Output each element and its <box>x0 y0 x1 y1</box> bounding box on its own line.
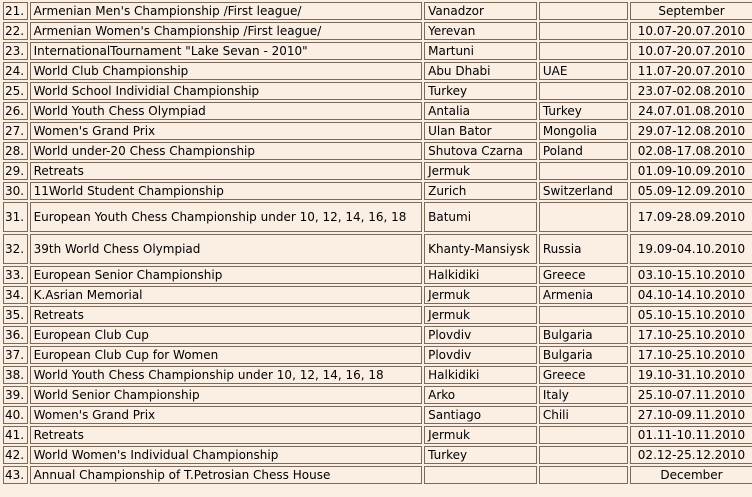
city-cell: Jermuk <box>424 306 537 324</box>
date-cell: 03.10-15.10.2010 <box>630 266 752 284</box>
date-cell: 04.10-14.10.2010 <box>630 286 752 304</box>
date-cell: 29.07-12.08.2010 <box>630 122 752 140</box>
table-row <box>3 446 752 464</box>
table-row <box>3 386 752 404</box>
city-cell: Khanty-Mansiysk <box>424 234 537 264</box>
country-cell: Bulgaria <box>539 326 628 344</box>
date-cell: 24.07.01.08.2010 <box>630 102 752 120</box>
city-cell: Arko <box>424 386 537 404</box>
country-cell: Greece <box>539 266 628 284</box>
city-cell <box>424 466 537 484</box>
table-row <box>3 326 752 344</box>
city-cell: Jermuk <box>424 286 537 304</box>
country-cell: Italy <box>539 386 628 404</box>
country-cell <box>539 82 628 100</box>
country-cell: Greece <box>539 366 628 384</box>
table-row <box>3 286 752 304</box>
date-cell: 17.10-25.10.2010 <box>630 326 752 344</box>
date-cell: 10.07-20.07.2010 <box>630 22 752 40</box>
city-cell: Plovdiv <box>424 346 537 364</box>
table-row <box>3 142 752 160</box>
date-cell: December <box>630 466 752 484</box>
event-name-cell: World Women's Individual Championship <box>30 446 423 464</box>
table-row <box>3 102 752 120</box>
date-cell: 01.09-10.09.2010 <box>630 162 752 180</box>
event-name-cell: World School Individial Championship <box>30 82 423 100</box>
table-row <box>3 346 752 364</box>
row-number-cell: 24. <box>3 62 28 80</box>
city-cell: Yerevan <box>424 22 537 40</box>
table-row <box>3 182 752 200</box>
table-row <box>3 62 752 80</box>
city-cell: Shutova Czarna <box>424 142 537 160</box>
table-row <box>3 2 752 20</box>
event-name-cell: European Senior Championship <box>30 266 423 284</box>
schedule-table <box>1 0 752 486</box>
country-cell <box>539 202 628 232</box>
country-cell <box>539 306 628 324</box>
row-number-cell: 25. <box>3 82 28 100</box>
country-cell: Turkey <box>539 102 628 120</box>
city-cell: Jermuk <box>424 426 537 444</box>
row-number-cell: 37. <box>3 346 28 364</box>
event-name-cell: InternationalTournament "Lake Sevan - 2010" <box>30 42 423 60</box>
schedule-table-body <box>3 2 752 484</box>
city-cell: Abu Dhabi <box>424 62 537 80</box>
table-row <box>3 162 752 180</box>
table-row <box>3 366 752 384</box>
city-cell: Halkidiki <box>424 366 537 384</box>
country-cell <box>539 2 628 20</box>
table-row <box>3 22 752 40</box>
row-number-cell: 39. <box>3 386 28 404</box>
table-row <box>3 426 752 444</box>
city-cell: Halkidiki <box>424 266 537 284</box>
table-row <box>3 406 752 424</box>
event-name-cell: K.Asrian Memorial <box>30 286 423 304</box>
event-name-cell: World Club Championship <box>30 62 423 80</box>
event-name-cell: Armenian Men's Championship /First league/ <box>30 2 423 20</box>
row-number-cell: 41. <box>3 426 28 444</box>
table-row <box>3 234 752 264</box>
city-cell: Jermuk <box>424 162 537 180</box>
event-name-cell: World Youth Chess Championship under 10, 12, 14, 16, 18 <box>30 366 423 384</box>
date-cell: 01.11-10.11.2010 <box>630 426 752 444</box>
country-cell: Armenia <box>539 286 628 304</box>
city-cell: Antalia <box>424 102 537 120</box>
event-name-cell: Retreats <box>30 306 423 324</box>
row-number-cell: 38. <box>3 366 28 384</box>
country-cell: Chili <box>539 406 628 424</box>
date-cell: 10.07-20.07.2010 <box>630 42 752 60</box>
country-cell <box>539 162 628 180</box>
date-cell: September <box>630 2 752 20</box>
city-cell: Vanadzor <box>424 2 537 20</box>
row-number-cell: 36. <box>3 326 28 344</box>
country-cell: Poland <box>539 142 628 160</box>
country-cell <box>539 22 628 40</box>
event-name-cell: Women's Grand Prix <box>30 122 423 140</box>
table-row <box>3 202 752 232</box>
date-cell: 02.12-25.12.2010 <box>630 446 752 464</box>
city-cell: Martuni <box>424 42 537 60</box>
city-cell: Batumi <box>424 202 537 232</box>
row-number-cell: 26. <box>3 102 28 120</box>
row-number-cell: 28. <box>3 142 28 160</box>
date-cell: 17.09-28.09.2010 <box>630 202 752 232</box>
date-cell: 23.07-02.08.2010 <box>630 82 752 100</box>
country-cell: Switzerland <box>539 182 628 200</box>
table-row <box>3 466 752 484</box>
event-name-cell: Retreats <box>30 162 423 180</box>
event-name-cell: World Senior Championship <box>30 386 423 404</box>
date-cell: 25.10-07.11.2010 <box>630 386 752 404</box>
date-cell: 05.10-15.10.2010 <box>630 306 752 324</box>
city-cell: Santiago <box>424 406 537 424</box>
date-cell: 17.10-25.10.2010 <box>630 346 752 364</box>
date-cell: 05.09-12.09.2010 <box>630 182 752 200</box>
row-number-cell: 33. <box>3 266 28 284</box>
country-cell: Bulgaria <box>539 346 628 364</box>
row-number-cell: 40. <box>3 406 28 424</box>
date-cell: 27.10-09.11.2010 <box>630 406 752 424</box>
event-name-cell: Women's Grand Prix <box>30 406 423 424</box>
table-row <box>3 306 752 324</box>
event-name-cell: Retreats <box>30 426 423 444</box>
date-cell: 11.07-20.07.2010 <box>630 62 752 80</box>
row-number-cell: 43. <box>3 466 28 484</box>
table-row <box>3 266 752 284</box>
city-cell: Turkey <box>424 82 537 100</box>
event-name-cell: European Club Cup for Women <box>30 346 423 364</box>
country-cell <box>539 446 628 464</box>
table-row <box>3 42 752 60</box>
city-cell: Ulan Bator <box>424 122 537 140</box>
city-cell: Plovdiv <box>424 326 537 344</box>
event-name-cell: World Youth Chess Olympiad <box>30 102 423 120</box>
country-cell <box>539 466 628 484</box>
row-number-cell: 34. <box>3 286 28 304</box>
row-number-cell: 42. <box>3 446 28 464</box>
row-number-cell: 35. <box>3 306 28 324</box>
row-number-cell: 21. <box>3 2 28 20</box>
row-number-cell: 32. <box>3 234 28 264</box>
country-cell <box>539 426 628 444</box>
row-number-cell: 22. <box>3 22 28 40</box>
city-cell: Zurich <box>424 182 537 200</box>
event-name-cell: 39th World Chess Olympiad <box>30 234 423 264</box>
date-cell: 19.10-31.10.2010 <box>630 366 752 384</box>
country-cell <box>539 42 628 60</box>
country-cell: Russia <box>539 234 628 264</box>
city-cell: Turkey <box>424 446 537 464</box>
event-name-cell: World under-20 Chess Championship <box>30 142 423 160</box>
country-cell: UAE <box>539 62 628 80</box>
row-number-cell: 31. <box>3 202 28 232</box>
event-name-cell: Annual Championship of T.Petrosian Chess House <box>30 466 423 484</box>
date-cell: 02.08-17.08.2010 <box>630 142 752 160</box>
row-number-cell: 27. <box>3 122 28 140</box>
event-name-cell: European Club Cup <box>30 326 423 344</box>
table-row <box>3 82 752 100</box>
event-name-cell: European Youth Chess Championship under 10, 12, 14, 16, 18 <box>30 202 423 232</box>
event-name-cell: 11World Student Championship <box>30 182 423 200</box>
event-name-cell: Armenian Women's Championship /First league/ <box>30 22 423 40</box>
date-cell: 19.09-04.10.2010 <box>630 234 752 264</box>
table-row <box>3 122 752 140</box>
row-number-cell: 23. <box>3 42 28 60</box>
row-number-cell: 29. <box>3 162 28 180</box>
country-cell: Mongolia <box>539 122 628 140</box>
row-number-cell: 30. <box>3 182 28 200</box>
